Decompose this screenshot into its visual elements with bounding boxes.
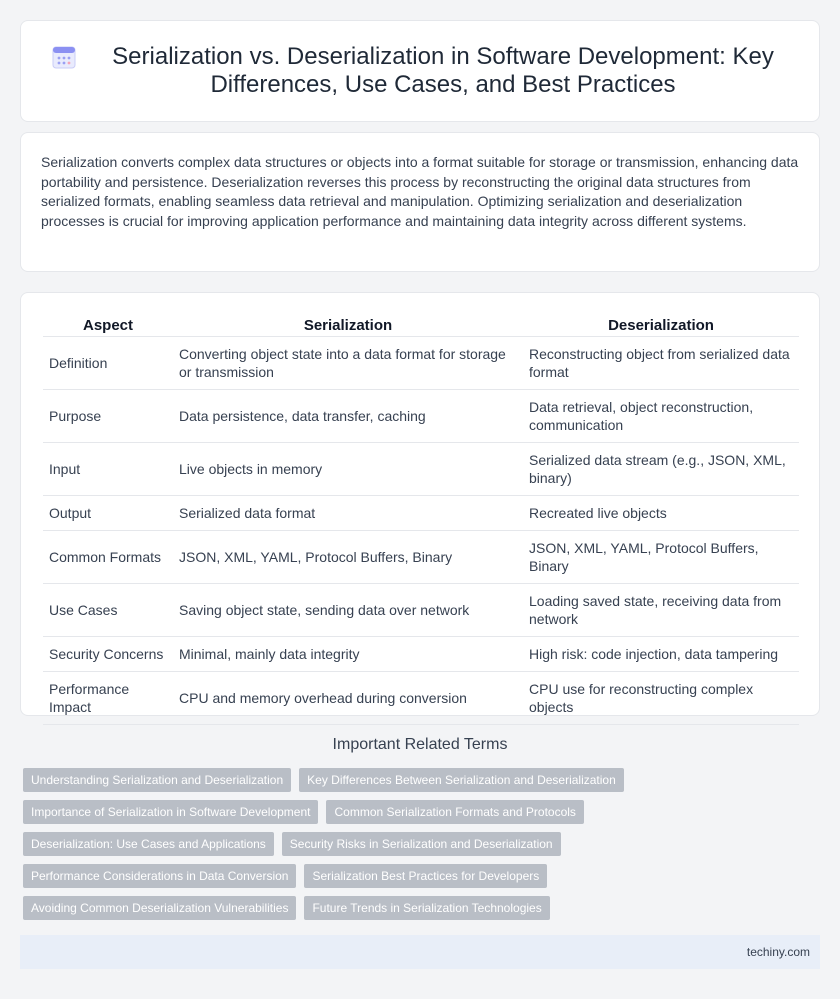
table-cell: Converting object state into a data format for storage or transmission	[173, 337, 523, 390]
intro-paragraph: Serialization converts complex data structures or objects into a format suitable for storage or transmission, enhancing data portability and persistence. Deserialization reverses this process by reconstructing the original data structures from serialized formats, enabling seamless data retrieval and manipulation. Optimizing serialization and deserialization processes is crucial for improving application performance and maintaining data integrity across different systems.	[41, 154, 799, 229]
table-row	[43, 390, 799, 443]
related-term-tag[interactable]: Performance Considerations in Data Conversion	[23, 864, 296, 888]
related-term-tag[interactable]: Future Trends in Serialization Technologies	[304, 896, 549, 920]
table-cell: JSON, XML, YAML, Protocol Buffers, Binary	[523, 531, 799, 584]
table-cell: Saving object state, sending data over network	[173, 584, 523, 637]
table-row	[43, 337, 799, 390]
related-term-tag[interactable]: Key Differences Between Serialization and Deserialization	[299, 768, 624, 792]
table-cell: Common Formats	[43, 531, 173, 584]
table-cell: Input	[43, 443, 173, 496]
related-term-tag[interactable]: Understanding Serialization and Deserialization	[23, 768, 291, 792]
related-term-tag[interactable]: Deserialization: Use Cases and Applications	[23, 832, 274, 856]
table-cell: CPU and memory overhead during conversion	[173, 672, 523, 725]
table-row	[43, 637, 799, 672]
table-cell: Purpose	[43, 390, 173, 443]
table-row	[43, 443, 799, 496]
related-terms-heading: Important Related Terms	[332, 736, 508, 753]
column-header: Aspect	[43, 315, 173, 337]
column-header: Serialization	[173, 315, 523, 337]
table-cell: CPU use for reconstructing complex objects	[523, 672, 799, 725]
table-row	[43, 531, 799, 584]
table-cell: JSON, XML, YAML, Protocol Buffers, Binary	[173, 531, 523, 584]
column-header: Deserialization	[523, 315, 799, 337]
related-term-tag[interactable]: Avoiding Common Deserialization Vulnerabilities	[23, 896, 296, 920]
table-cell: Minimal, mainly data integrity	[173, 637, 523, 672]
comparison-table-card	[20, 292, 820, 716]
table-row	[43, 672, 799, 725]
table-cell: Security Concerns	[43, 637, 173, 672]
table-cell: Recreated live objects	[523, 496, 799, 531]
table-row	[43, 584, 799, 637]
intro-card	[20, 132, 820, 272]
related-term-tag[interactable]: Importance of Serialization in Software Development	[23, 800, 318, 824]
related-term-tag[interactable]: Common Serialization Formats and Protocols	[326, 800, 583, 824]
table-cell: Use Cases	[43, 584, 173, 637]
table-cell: Live objects in memory	[173, 443, 523, 496]
table-header-row	[43, 315, 799, 337]
table-cell: Reconstructing object from serialized data format	[523, 337, 799, 390]
footer-site-link[interactable]: techiny.com	[746, 945, 810, 959]
table-cell: Performance Impact	[43, 672, 173, 725]
table-cell: Serialized data stream (e.g., JSON, XML, binary)	[523, 443, 799, 496]
table-cell: Data persistence, data transfer, caching	[173, 390, 523, 443]
table-row	[43, 496, 799, 531]
calendar-icon	[51, 44, 77, 70]
title-card	[20, 20, 820, 122]
table-cell: Definition	[43, 337, 173, 390]
related-term-tag[interactable]: Serialization Best Practices for Developers	[304, 864, 547, 888]
table-cell: Loading saved state, receiving data from network	[523, 584, 799, 637]
table-cell: High risk: code injection, data tampering	[523, 637, 799, 672]
table-cell: Output	[43, 496, 173, 531]
footer	[20, 935, 820, 969]
comparison-table	[43, 315, 799, 725]
related-term-tag[interactable]: Security Risks in Serialization and Deserialization	[282, 832, 561, 856]
table-cell: Serialized data format	[173, 496, 523, 531]
table-cell: Data retrieval, object reconstruction, communication	[523, 390, 799, 443]
related-terms-list	[23, 768, 823, 928]
page-title: Serialization vs. Deserialization in Software Development: Key Differences, Use Cases, and Best Practices	[112, 43, 774, 98]
